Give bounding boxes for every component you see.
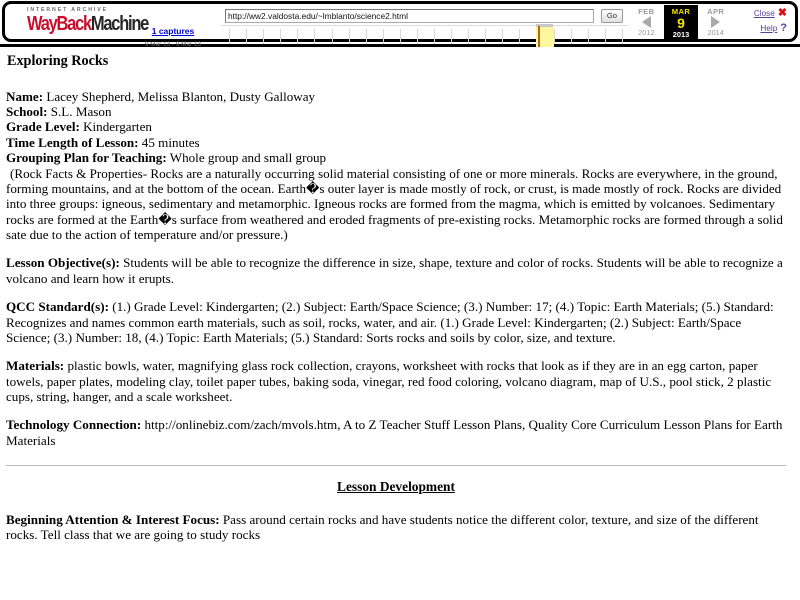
prev-month-column[interactable] [629,5,664,39]
next-year-label: 2014 [707,28,724,37]
prev-year-label: 2012 [638,28,655,37]
timeline-tick [417,29,418,44]
timeline-tick [246,29,247,44]
timeline-tick [485,29,486,44]
materials-paragraph [6,358,786,404]
lesson-info-label: Time Length of Lesson: [6,134,139,150]
beginning-focus-paragraph [6,512,786,543]
lesson-info-fields [6,89,786,166]
previous-capture-arrow-icon[interactable] [642,16,651,28]
timeline-tick [366,29,367,44]
lesson-info-label: School: [6,104,48,120]
lesson-objective-text: Students will be able to recognize the difference in size, shape, texture and color of rocks. Students will be able to recognize a volcano and learn how it erupts. [6,255,783,286]
technology-connection-label: Technology Connection: [6,417,142,433]
timeline-tick [297,29,298,44]
next-arrow-box[interactable] [711,16,720,28]
timeline-tick [349,29,350,44]
internet-archive-label: INTERNET ARCHIVE [27,7,108,13]
current-year-label: 2013 [672,30,690,39]
archived-page-content [0,47,800,543]
lesson-info-label: Grade Level: [6,119,80,135]
section-divider [6,465,786,466]
lesson-info-label: Name: [6,88,44,104]
timeline-tick [502,29,503,44]
timeline-tick [588,29,589,44]
timeline-tick [571,29,572,44]
date-navigator [629,4,733,39]
lesson-info-value: S.L. Mason [47,104,112,120]
timeline-tick [263,29,264,44]
toolbar-links [733,4,795,39]
timeline-tick [400,29,401,44]
timeline-tick [229,29,230,44]
qcc-standards-paragraph [6,299,786,345]
lesson-info-row [6,89,786,104]
current-month-label: MAR [671,7,691,16]
lesson-info-row [6,150,786,165]
url-row [219,4,629,25]
wordmark-wayback: WayBack [27,11,91,35]
technology-connection-paragraph [6,417,786,448]
capture-timeline[interactable] [221,25,628,39]
beginning-focus-text: Pass around certain rocks and have students notice the different color, texture, and size of the different rocks. Tell class that we are going to study rocks [6,511,759,543]
timeline-tick [468,29,469,44]
help-icon[interactable]: ? [780,22,787,34]
prev-arrow-box[interactable] [642,16,651,28]
rock-facts-paragraph: (Rock Facts & Properties- Rocks are a naturally occurring solid material consisting of one or more minerals. Rocks are everywhere, in the ground, forming mountains, and at the bottom of the ocean. Earth�s outer layer is made mostly of rock, or crust, is made mostly of rock. Rocks are divided into three groups: igneous, sedimentary and metamorphic. Igneous rocks are formed from the magma, which is emitted by volcanoes. Sedimentary rocks are formed at the Earth�s surface from weathered and eroded fragments of pre-existing rocks. Metamorphic rocks are formed through a solid sate due to the action of temperature and/or pressure.) [6,165,783,243]
lesson-development-heading: Lesson Development [337,479,455,495]
lesson-info-label: Grouping Plan for Teaching: [6,150,167,166]
current-date-column[interactable] [664,5,699,39]
timeline-tick [434,29,435,44]
wayback-toolbar [0,0,800,47]
url-and-timeline [219,4,629,39]
help-row[interactable] [760,23,787,34]
lesson-info-row [6,104,786,119]
captures-count-link[interactable]: 1 captures [151,26,195,36]
next-month-column[interactable] [698,5,733,39]
close-icon[interactable]: ✖ [777,7,787,19]
technology-connection-text: http://onlinebiz.com/zach/mvols.htm, A to Z Teacher Stuff Lesson Plans, Quality Core Curriculum Lesson Plans for Earth Materials [6,417,783,448]
close-row[interactable] [754,8,787,19]
lesson-info-value: Whole group and small group [166,150,327,166]
timeline-tick [451,29,452,44]
qcc-standards-text: (1.) Grade Level: Kindergarten; (2.) Subject: Earth/Space Science; (3.) Number: 17; (4.) Topic: Earth Materials; (5.) Standard: Recognizes and names common earth materials, such as soil, rocks, water, and air. (1.) Grade Level: Kindergarten; (2.) Subject: Earth/Space Science; (3.) Number: 18, (4.) Topic: Earth Materials; (5.) Standard: Sorts rocks and soils by color, size, and texture. [6,299,774,345]
lesson-info-value: 45 minutes [138,134,200,150]
wordmark-machine: Machine [90,11,149,35]
qcc-standards-label: QCC Standard(s): [6,299,109,315]
timeline-tick [605,29,606,44]
timeline-tick [280,29,281,44]
timeline-tick [383,29,384,44]
materials-label: Materials: [6,358,65,374]
timeline-tick [332,29,333,44]
help-link[interactable]: Help [760,24,778,33]
next-capture-arrow-icon[interactable] [711,16,720,28]
timeline-tick [622,29,623,44]
url-input[interactable] [225,9,594,23]
timeline-tick [519,29,520,44]
timeline-capture-marker[interactable] [538,26,540,47]
prev-month-label: FEB [638,7,655,16]
materials-text: plastic bowls, water, magnifying glass rock collection, crayons, worksheet with rocks that look as if they are in an egg carton, paper towels, paper plates, modeling clay, toilet paper tubes, baking soda, vinegar, red food coloring, volcano diagram, map of U.S., pool stick, 2 plastic cups, string, hanger, and a scale worksheet. [6,358,772,405]
lesson-info-value: Kindergarten [79,119,152,135]
toolbar-frame [2,1,798,48]
captures-date-range: 9 Mar 13 - 9 Mar 13 [144,41,202,48]
next-month-label: APR [707,7,725,16]
lesson-objective-label: Lesson Objective(s): [6,255,120,271]
timeline-tick [554,29,555,44]
lesson-info-row [6,135,786,150]
lesson-objective-paragraph [6,255,786,286]
close-link[interactable]: Close [753,9,775,18]
go-button[interactable]: Go [601,9,623,23]
wayback-machine-logo[interactable] [5,4,149,39]
current-day-label: 9 [677,15,685,31]
lesson-info-value: Lacey Shepherd, Melissa Blanton, Dusty Galloway [43,88,316,104]
beginning-focus-label: Beginning Attention & Interest Focus: [6,511,220,527]
wayback-machine-wordmark [27,11,149,35]
page-title: Exploring Rocks [7,53,109,69]
lesson-info-row [6,119,786,134]
timeline-tick [314,29,315,44]
